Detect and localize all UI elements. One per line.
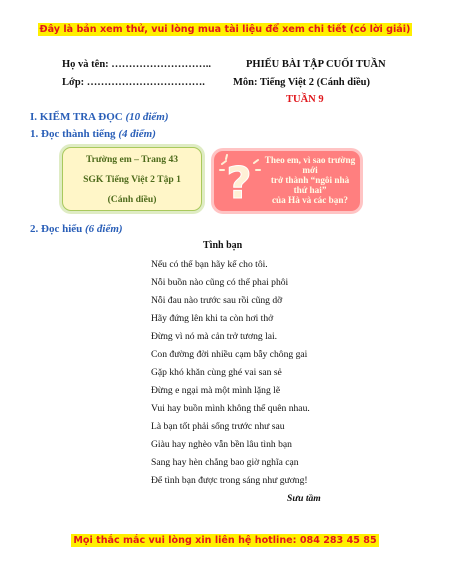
poem-line: Hãy đứng lên khi ta còn hơi thở [151,313,274,324]
section-reading-aloud: 1. Đọc thành tiếng (4 điểm) [30,128,156,140]
sheet-title: PHIẾU BÀI TẬP CUỐI TUẦN [246,59,386,70]
source-line-2: SGK Tiếng Việt 2 Tập 1 [83,174,181,185]
poem-line: Là bạn tốt phải sống trước như sau [151,421,285,432]
poem-line: Giàu hay nghèo vẫn bền lâu tình bạn [151,439,292,450]
poem-line: Vui hay buồn mình không thể quên nhau. [151,403,310,414]
poem-line: Để tình bạn được trong sáng như gương! [151,475,308,486]
subject-label: Môn: Tiếng Việt 2 (Cánh diều) [233,77,371,88]
poem-line: Đừng e ngại mà một mình lặng lẽ [151,385,281,396]
poem-title: Tình bạn [203,240,243,251]
poem-line: Đừng vì nó mà cản trở tương lai. [151,331,278,342]
source-line-3: (Cánh diều) [107,194,157,205]
svg-text:?: ? [226,158,252,208]
question-line-3: của Hà và các bạn? [271,195,349,205]
question-box [214,151,360,211]
class-field: Lớp: ……………………………. [62,77,205,88]
hotline-banner: Mọi thắc mắc vui lòng xin liên hệ hotline: 084 283 45 85 [73,535,377,546]
poem-line: Con đường đời nhiều cạm bẫy chông gai [151,349,308,360]
section-reading-test: I. KIỂM TRA ĐỌC (10 điểm) [30,111,169,123]
poem-line: Nỗi buồn nào cũng có thể phai phôi [151,277,289,288]
question-icon [216,154,262,208]
name-field: Họ và tên: ……………………….. [62,59,212,70]
source-box [62,147,202,211]
poem-author: Sưu tầm [287,493,321,504]
section-reading-comprehension: 2. Đọc hiểu (6 điểm) [30,223,123,235]
poem-line: Nếu có thể bạn hãy kể cho tôi. [151,259,268,270]
week-label: TUẦN 9 [286,94,324,105]
question-line-2: trở thành “ngôi nhà thứ hai” [270,175,350,195]
question-line-1: Theo em, vì sao trường mới [264,155,356,175]
source-line-1: Trường em – Trang 43 [85,154,179,165]
poem-line: Nỗi đau nào trước sau rồi cũng dỡ [151,295,283,306]
poem-line: Sang hay hèn chẳng bao giờ nghĩa cạn [151,457,299,468]
poem-line: Gặp khó khăn cùng ghé vai san sẻ [151,367,282,378]
preview-banner: Đây là bản xem thử, vui lòng mua tài liệu để xem chi tiết (có lời giải) [39,24,411,35]
